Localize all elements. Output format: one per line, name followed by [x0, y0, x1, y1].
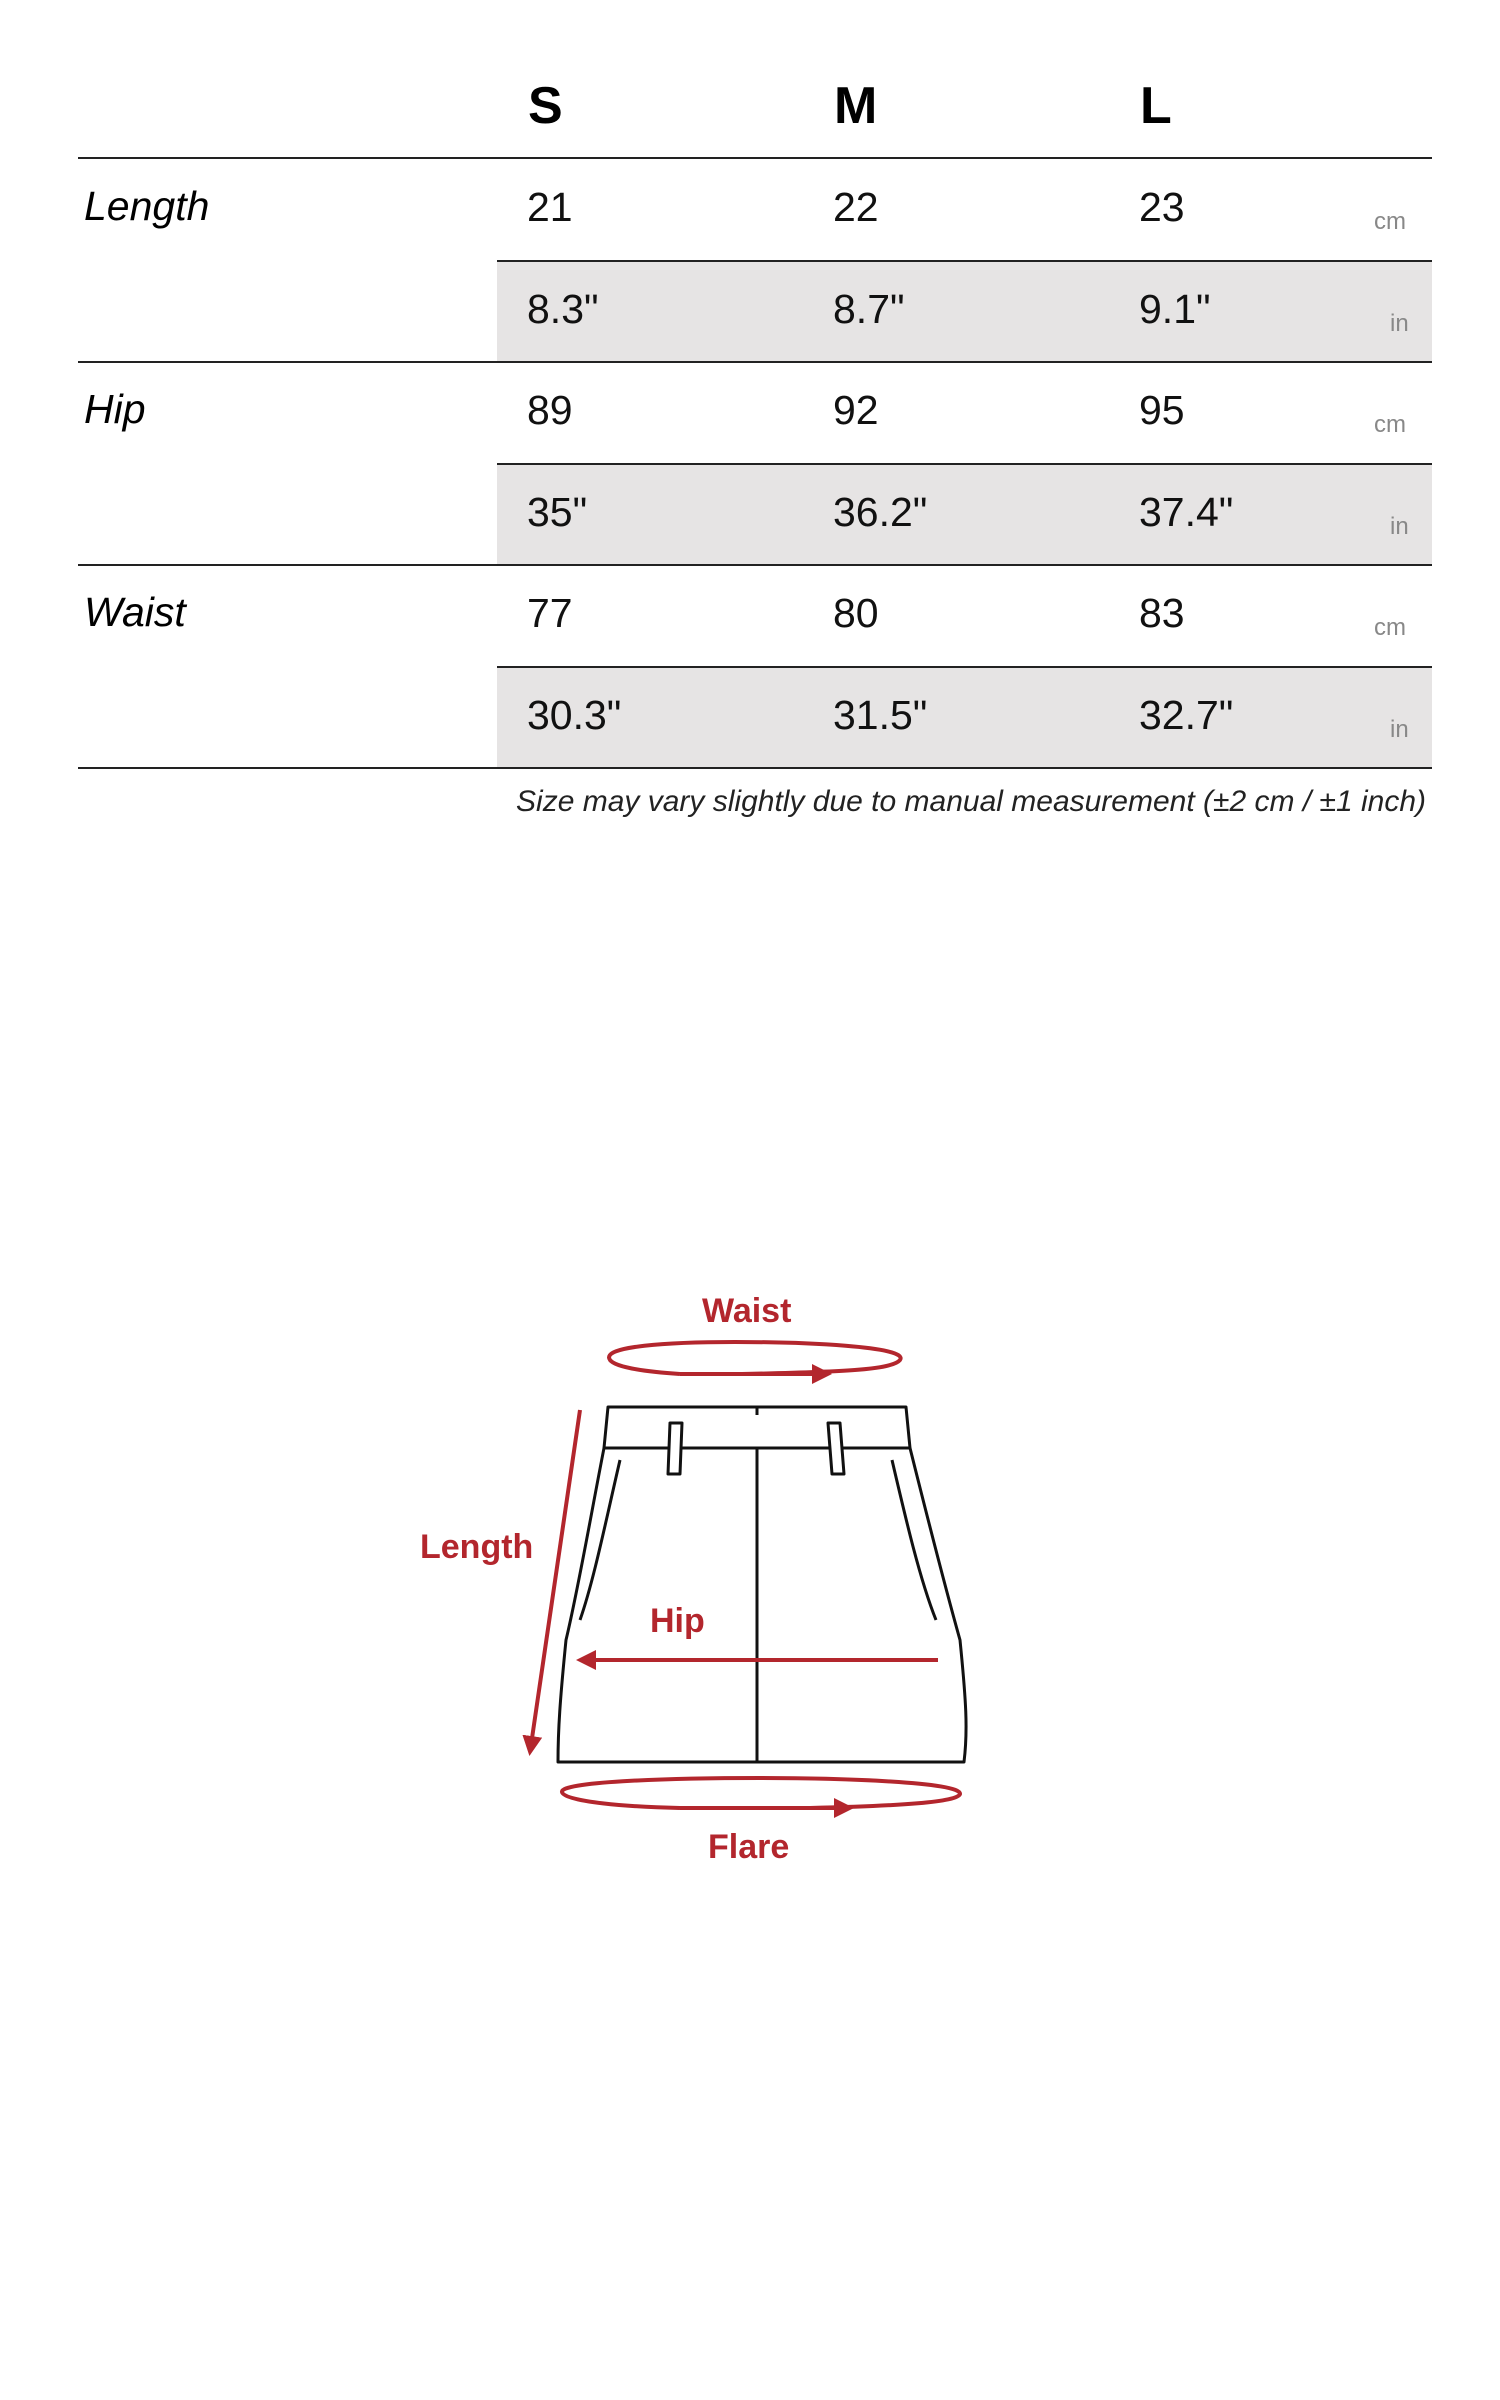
length-inch-row-bg	[497, 262, 1432, 362]
waist-section-divider	[78, 767, 1432, 769]
length-l-cm: 23	[1139, 184, 1185, 230]
flare-label: Flare	[708, 1828, 790, 1866]
waist-m-cm: 80	[833, 590, 879, 636]
size-header-m: M	[834, 77, 878, 135]
waist-m-in: 31.5"	[833, 692, 928, 738]
measurement-note: Size may vary slightly due to manual measurement (±2 cm / ±1 inch)	[516, 785, 1426, 818]
waist-s-in: 30.3"	[527, 692, 622, 738]
length-s-in: 8.3"	[527, 286, 599, 332]
row-label-hip: Hip	[84, 386, 146, 432]
hip-l-cm: 95	[1139, 387, 1185, 433]
length-s-cm: 21	[527, 184, 573, 230]
waist-l-in: 32.7"	[1139, 692, 1234, 738]
waist-label: Waist	[702, 1292, 792, 1330]
length-label: Length	[420, 1528, 534, 1566]
row-label-length: Length	[84, 183, 210, 229]
waist-inch-row-bg	[497, 668, 1432, 768]
hip-s-in: 35"	[527, 489, 588, 535]
size-chart-table	[0, 0, 1500, 850]
waist-s-cm: 77	[527, 590, 573, 636]
flare-arrow	[562, 1778, 960, 1808]
hip-l-in: 37.4"	[1139, 489, 1234, 535]
hip-inch-row-bg	[497, 465, 1432, 565]
length-row-divider	[497, 260, 1432, 262]
unit-in-length: in	[1390, 310, 1409, 337]
skirt-outline	[558, 1407, 966, 1762]
unit-cm-length: cm	[1374, 208, 1406, 235]
unit-in-waist: in	[1390, 716, 1409, 743]
size-header-l: L	[1140, 77, 1172, 135]
waist-arrow	[609, 1342, 901, 1374]
unit-cm-waist: cm	[1374, 614, 1406, 641]
hip-row-divider	[497, 463, 1432, 465]
unit-cm-hip: cm	[1374, 411, 1406, 438]
row-label-waist: Waist	[84, 589, 186, 635]
size-header-s: S	[528, 77, 563, 135]
hip-m-in: 36.2"	[833, 489, 928, 535]
unit-in-hip: in	[1390, 513, 1409, 540]
hip-section-divider	[78, 564, 1432, 566]
hip-s-cm: 89	[527, 387, 573, 433]
skirt-measurement-diagram	[380, 1260, 1020, 1880]
header-divider	[78, 157, 1432, 159]
length-m-cm: 22	[833, 184, 879, 230]
length-l-in: 9.1"	[1139, 286, 1211, 332]
hip-label: Hip	[650, 1602, 705, 1640]
length-m-in: 8.7"	[833, 286, 905, 332]
waist-l-cm: 83	[1139, 590, 1185, 636]
length-section-divider	[78, 361, 1432, 363]
hip-m-cm: 92	[833, 387, 879, 433]
waist-row-divider	[497, 666, 1432, 668]
